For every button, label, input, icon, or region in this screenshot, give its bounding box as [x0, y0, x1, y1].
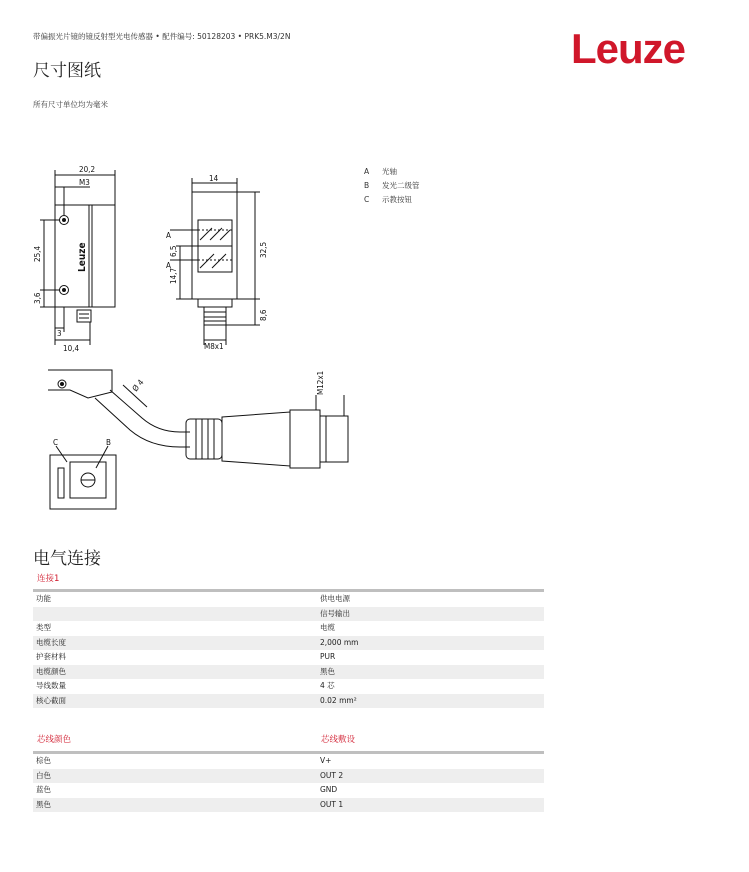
- table-row: 护套材料 PUR: [36, 652, 336, 661]
- dim-32-5: 32,5: [259, 241, 268, 258]
- dim-25-4: 25,4: [33, 245, 42, 262]
- dim-3-6: 3,6: [33, 292, 42, 304]
- legend-item: C 示教按钮: [364, 195, 412, 204]
- table-row: 黑色 OUT 1: [33, 798, 544, 813]
- dim-m8x1: M8x1: [204, 342, 224, 351]
- housing-brand-text: Leuze: [77, 242, 88, 272]
- wire-color-header: 芯线颜色: [37, 735, 72, 745]
- table-row: 核心截面 0.02 mm²: [33, 694, 544, 709]
- dim-phi4: Ø 4: [130, 377, 146, 394]
- dimensions-title: 尺寸图纸: [33, 61, 101, 81]
- dim-3: 3: [57, 329, 62, 338]
- wire-table: [33, 751, 544, 812]
- table-row: 导线数量 4 芯: [36, 681, 335, 690]
- connection-table: [33, 589, 544, 708]
- dim-14: 14: [209, 174, 219, 183]
- table-row: 电缆长度 2,000 mm: [33, 636, 544, 651]
- units-note: 所有尺寸单位均为毫米: [33, 100, 108, 109]
- electrical-title: 电气连接: [33, 549, 101, 569]
- legend-item: A 光轴: [364, 167, 397, 176]
- dim-6-5: 6,5: [169, 245, 178, 257]
- table-row: 类型 电缆: [36, 623, 335, 632]
- table-row: 功能 供电电源: [36, 594, 350, 603]
- product-description: 带偏振光片镜的镜反射型光电传感器 • 配件编号: 50128203 • PRK5.M3/2N: [33, 32, 291, 41]
- table-row: 蓝色 GND: [36, 785, 338, 794]
- dim-m3: M3: [79, 178, 90, 187]
- callout-a-lower: A: [166, 261, 171, 270]
- connection-label: 连接1: [37, 574, 60, 584]
- legend-item: B 发光二级管: [364, 181, 420, 190]
- wire-assignment-header: 芯线敷设: [321, 735, 356, 745]
- dim-10-4: 10,4: [63, 344, 80, 353]
- callout-a: A: [166, 231, 171, 240]
- dim-m12x1: M12x1: [316, 370, 325, 395]
- table-row: 白色 OUT 2: [33, 769, 544, 784]
- callout-b: B: [106, 438, 111, 447]
- table-row: 电缆颜色 黑色: [33, 665, 544, 680]
- table-row: 棕色 V+: [36, 756, 332, 765]
- dim-8-6: 8,6: [259, 309, 268, 321]
- dim-20-2: 20,2: [79, 165, 96, 174]
- callout-c: C: [53, 438, 59, 447]
- leuze-logo: Leuze: [571, 25, 686, 72]
- table-row: 信号输出: [33, 607, 544, 622]
- dim-14-7: 14,7: [169, 267, 178, 284]
